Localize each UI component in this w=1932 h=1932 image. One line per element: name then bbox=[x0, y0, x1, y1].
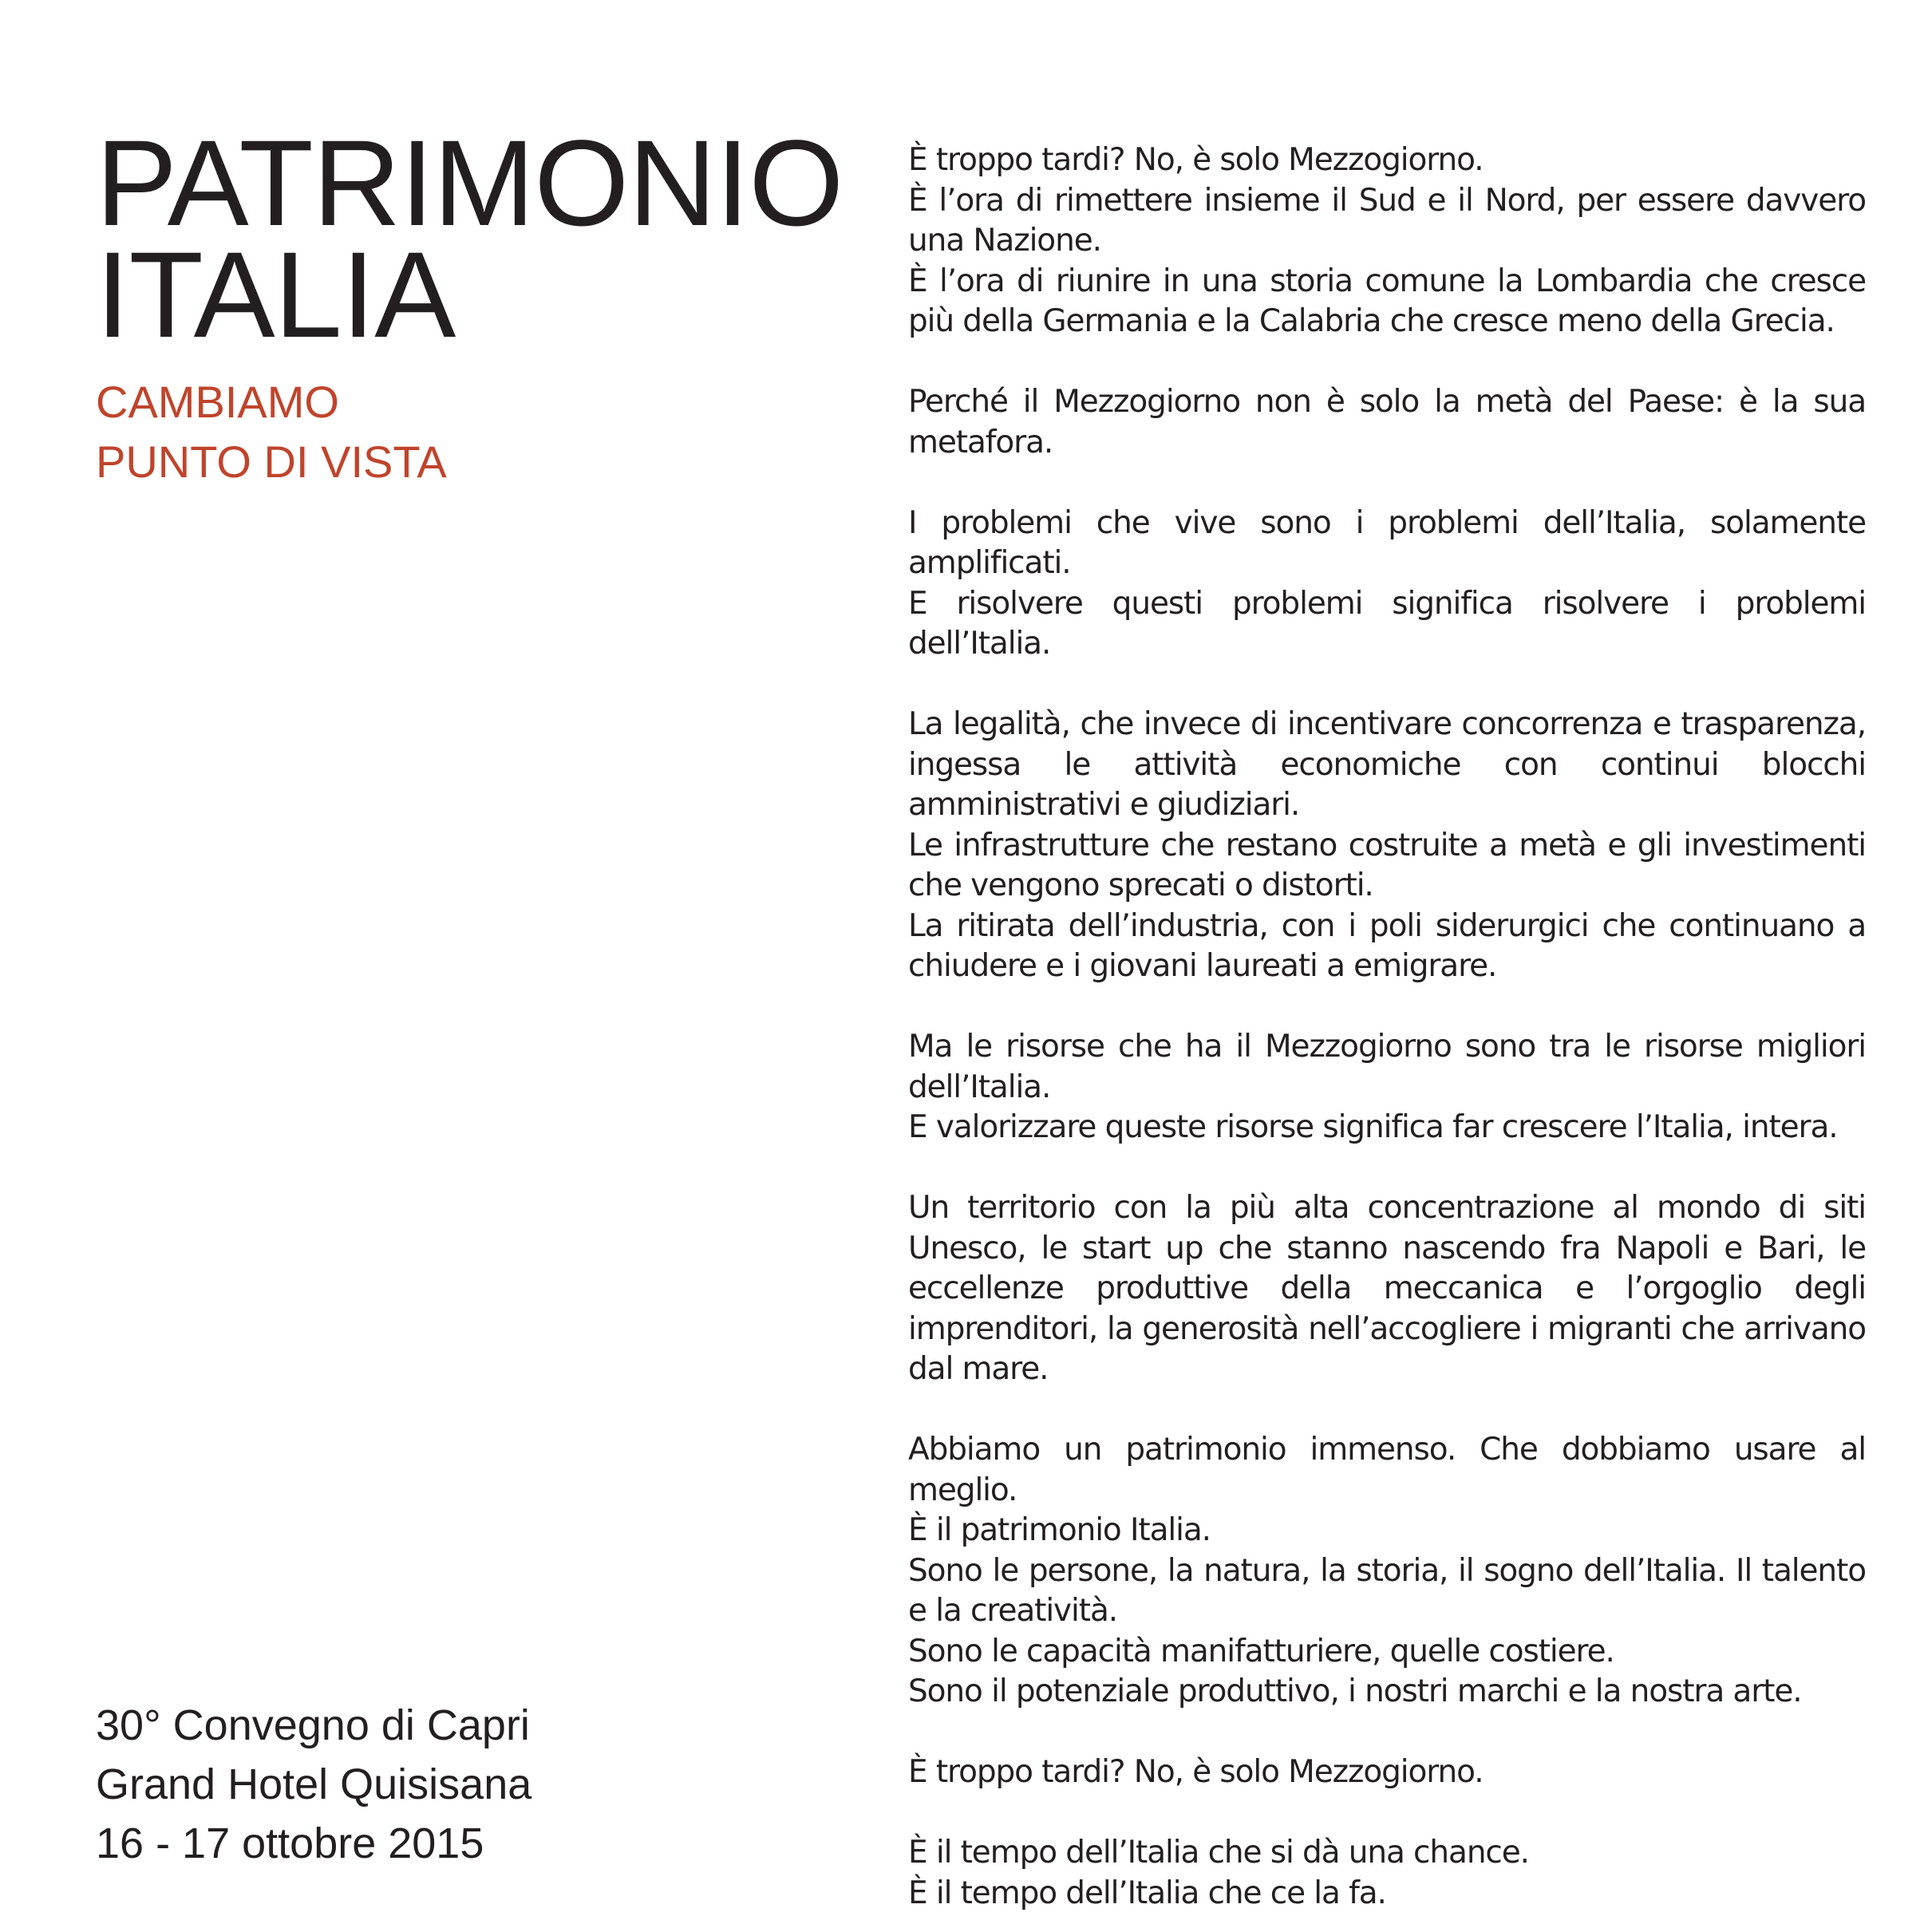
paragraph bbox=[908, 382, 1866, 463]
subtitle-line: PUNTO DI VISTA bbox=[96, 437, 447, 487]
paragraph bbox=[908, 1188, 1866, 1390]
paragraph bbox=[908, 140, 1866, 342]
paragraph bbox=[908, 1833, 1866, 1914]
paragraph-line: Un territorio con la più alta concentrazione al mondo di siti Unesco, le start up che stanno nascendo fra Napoli e Bari, le eccellenze produttive della meccanica e l’orgoglio degli imprenditori, la generosità nell’accogliere i migranti che arrivano dal mare. bbox=[908, 1190, 1866, 1387]
paragraph-line: E valorizzare queste risorse significa far crescere l’Italia, intera. bbox=[908, 1109, 1838, 1145]
event-date: 16 - 17 ottobre 2015 bbox=[96, 1819, 484, 1867]
subtitle-line: CAMBIAMO bbox=[96, 377, 339, 427]
event-title: 30° Convegno di Capri bbox=[96, 1701, 530, 1749]
paragraph bbox=[908, 504, 1866, 665]
paragraph-line: È troppo tardi? No, è solo Mezzogiorno. bbox=[908, 1754, 1484, 1790]
paragraph bbox=[908, 705, 1866, 987]
title-line: ITALIA bbox=[96, 227, 456, 363]
page-title bbox=[96, 115, 844, 363]
paragraph-line: È l’ora di riunire in una storia comune la Lombardia che cresce più della Germania e la Calabria che cresce meno della Grecia. bbox=[908, 263, 1866, 339]
paragraph-line: I problemi che vive sono i problemi dell’Italia, solamente amplificati. bbox=[908, 504, 1866, 581]
paragraph-line: Sono le persone, la natura, la storia, il sogno dell’Italia. Il talento e la creatività. bbox=[908, 1552, 1866, 1629]
paragraph-line: Le infrastrutture che restano costruite a metà e gli investimenti che vengono sprecati o distorti. bbox=[908, 827, 1866, 903]
paragraph bbox=[908, 1027, 1866, 1148]
paragraph-line: La legalità, che invece di incentivare concorrenza e trasparenza, ingessa le attività economiche con continui blocchi amministrativi e giudiziari. bbox=[908, 706, 1866, 823]
subtitle bbox=[96, 372, 447, 492]
paragraph-line: Abbiamo un patrimonio immenso. Che dobbiamo usare al meglio. bbox=[908, 1432, 1866, 1508]
paragraph-line: È il tempo dell’Italia che si dà una chance. bbox=[908, 1835, 1529, 1871]
paragraph-line: Sono le capacità manifatturiere, quelle costiere. bbox=[908, 1633, 1614, 1669]
paragraph-line: Sono il potenziale produttivo, i nostri marchi e la nostra arte. bbox=[908, 1673, 1802, 1709]
paragraph-line: E risolvere questi problemi significa risolvere i problemi dell’Italia. bbox=[908, 585, 1866, 662]
paragraph bbox=[908, 1752, 1866, 1793]
event-info bbox=[96, 1696, 531, 1873]
body-text bbox=[908, 140, 1866, 1914]
left-column bbox=[96, 0, 844, 1932]
paragraph-line: È l’ora di rimettere insieme il Sud e il Nord, per essere davvero una Nazione. bbox=[908, 182, 1866, 259]
paragraph-line: È il patrimonio Italia. bbox=[908, 1512, 1211, 1548]
event-venue: Grand Hotel Quisisana bbox=[96, 1760, 532, 1808]
paragraph-line: È troppo tardi? No, è solo Mezzogiorno. bbox=[908, 142, 1484, 178]
paragraph-line: La ritirata dell’industria, con i poli siderurgici che continuano a chiudere e i giovani laureati a emigrare. bbox=[908, 907, 1866, 984]
paragraph-line: È il tempo dell’Italia che ce la fa. bbox=[908, 1875, 1386, 1911]
title-line: PATRIMONIO bbox=[96, 115, 844, 251]
paragraph-line: Perché il Mezzogiorno non è solo la metà del Paese: è la sua metafora. bbox=[908, 384, 1866, 460]
paragraph-line: Ma le risorse che ha il Mezzogiorno sono tra le risorse migliori dell’Italia. bbox=[908, 1029, 1866, 1105]
paragraph bbox=[908, 1430, 1866, 1713]
